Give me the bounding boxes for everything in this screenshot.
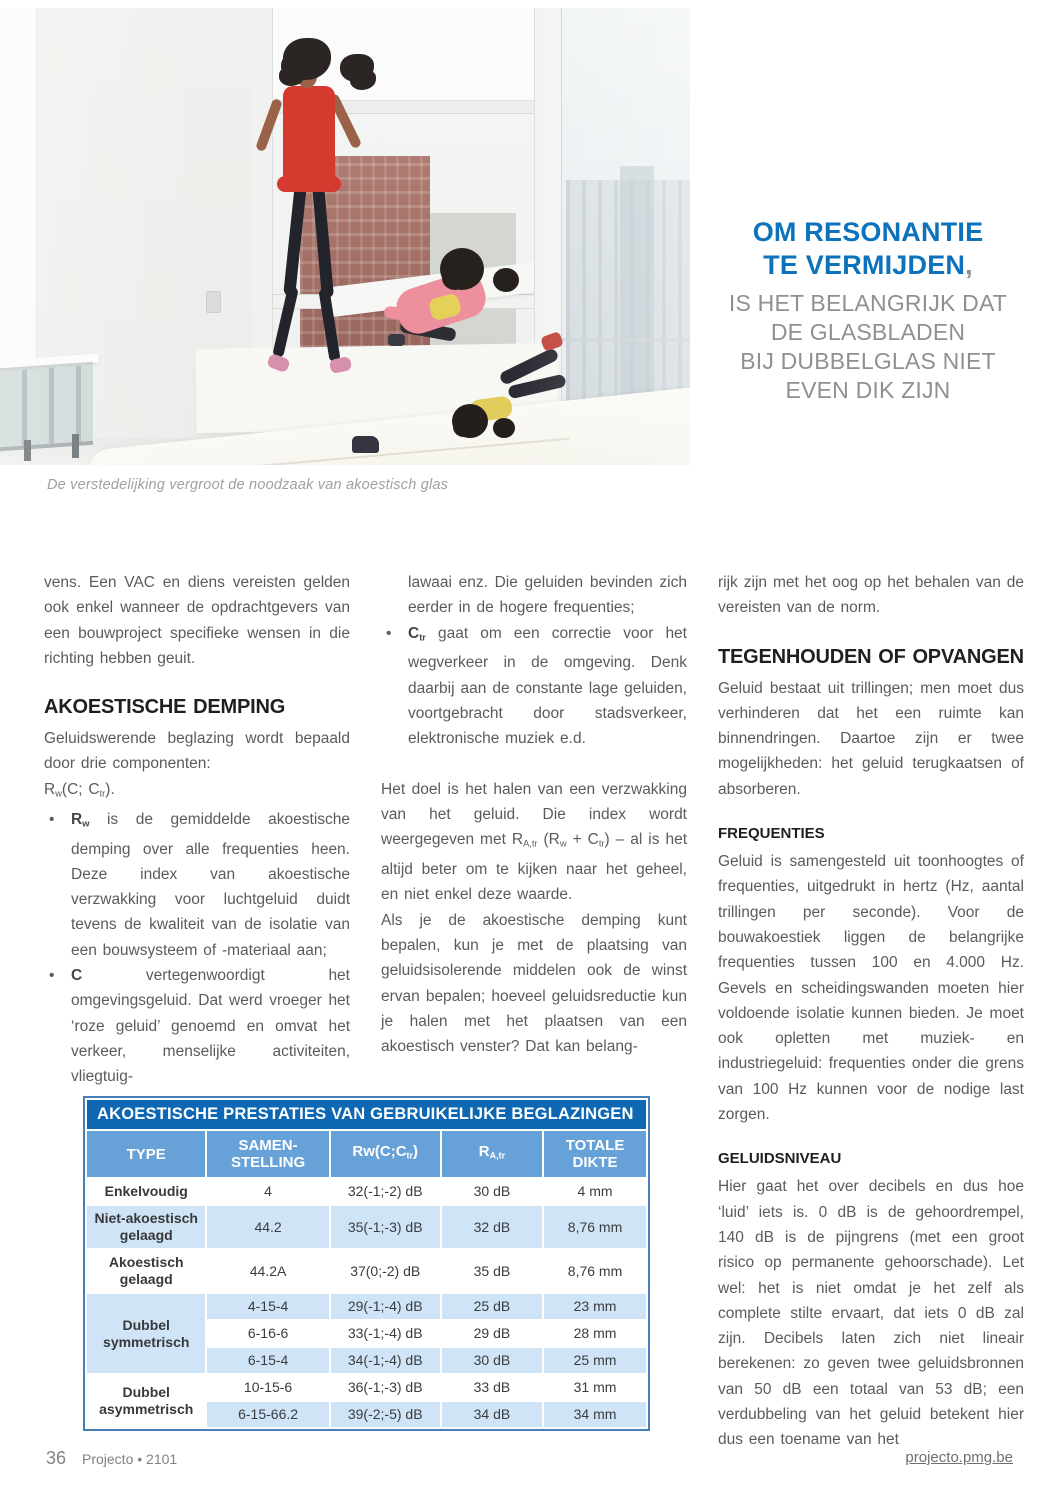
cell-type: Dubbel asymmetrisch [87, 1375, 205, 1427]
glazing-table-body [87, 1179, 646, 1427]
pull-quote [698, 216, 1038, 405]
table-row [87, 1375, 646, 1400]
section-heading: GELUIDSNIVEAU [718, 1150, 842, 1168]
cell-samenstelling: 44.2 [207, 1206, 328, 1248]
column-header: $Rw(C;C_{tr})$ [331, 1131, 440, 1177]
cell-dikte: 34 mm [544, 1402, 646, 1427]
cell-dikte: 25 mm [544, 1348, 646, 1373]
cell-samenstelling: 10-15-6 [207, 1375, 328, 1400]
pull-quote-emphasis: OM RESONANTIE TE VERMIJDEN, [752, 217, 984, 280]
article-column-3 [718, 570, 1024, 1453]
cell-samenstelling: 6-15-4 [207, 1348, 328, 1373]
page-number: 36 [46, 1448, 67, 1468]
bullet-dot: • [49, 967, 55, 985]
cell-samenstelling: 6-15-66.2 [207, 1402, 328, 1427]
cell-rw: 39(-2;-5) dB [331, 1402, 440, 1427]
cell-samenstelling: 4-15-4 [207, 1294, 328, 1319]
cell-type: Niet-akoestisch gelaagd [87, 1206, 205, 1248]
column-header: TOTALE DIKTE [544, 1131, 646, 1177]
column-header: $R_{A,tr}$ [442, 1131, 542, 1177]
cell-type: Enkelvoudig [87, 1179, 205, 1204]
cell-ratr: 29 dB [442, 1321, 542, 1346]
section-heading: TEGENHOUDEN OF OPVANGEN [718, 645, 1024, 668]
cell-ratr: 32 dB [442, 1206, 542, 1248]
website-link[interactable]: projecto.pmg.be [905, 1449, 1013, 1466]
bullet-text: C vertegenwoordigt het omgevingsgeluid. Dat werd vroeger het ‘roze geluid’ genoemd en omvat het verkeer, menselijke activiteiten, vliegtuig- [71, 967, 350, 1086]
column-header: SAMEN- STELLING [207, 1131, 328, 1177]
cell-rw: 37(0;-2) dB [331, 1250, 440, 1292]
cell-rw: 33(-1;-4) dB [331, 1321, 440, 1346]
cell-dikte: 23 mm [544, 1294, 646, 1319]
table-header-row [87, 1131, 646, 1177]
cell-type: Dubbel symmetrisch [87, 1294, 205, 1373]
body-paragraph [44, 807, 350, 963]
cell-dikte: 28 mm [544, 1321, 646, 1346]
bullet-dot: • [49, 810, 55, 828]
magazine-name: Projecto • 2101 [82, 1451, 178, 1467]
cell-samenstelling: 4 [207, 1179, 328, 1204]
body-paragraph: Geluid is samengesteld uit toonhoogtes of frequenties, uitgedrukt in hertz (Hz, aantal trillingen per seconde). Voor de bouwakoestiek liggen de belangrijke frequenties tussen 100 en 4.000 Hz. Gevels en scheidingswanden moeten hier voldoende isolatie kunnen bieden. Je moet ook opletten met muziek- en industriegeluid: frequenties onder die grens van 100 Hz kunnen voor de nodige last zorgen. [718, 853, 1024, 1124]
column-header: TYPE [87, 1131, 205, 1177]
body-paragraph: Als je de akoestische demping kunt bepalen, kun je met de plaatsing van geluidsisolerende middelen ook de winst ervan bepalen; hoeveel geluidsreductie kun je halen met het plaatsen van een akoestisch venster? Dat kan belang- [381, 911, 687, 1056]
body-paragraph [381, 621, 687, 752]
bullet-dot: • [386, 624, 392, 642]
page-footer [0, 1448, 1058, 1478]
cell-rw: 35(-1;-3) dB [331, 1206, 440, 1248]
body-paragraph: Geluid bestaat uit trillingen; men moet dus verhinderen dat het een ruimte kan binnendringen. Daartoe zijn er twee mogelijkheden: het geluid terugkaatsen of absorberen. [718, 679, 1024, 798]
cell-dikte: 8,76 mm [544, 1250, 646, 1292]
cell-ratr: 30 dB [442, 1348, 542, 1373]
cell-ratr: 33 dB [442, 1375, 542, 1400]
cell-dikte: 31 mm [544, 1375, 646, 1400]
pull-quote-rest: IS HET BELANGRIJK DAT DE GLASBLADEN BIJ DUBBELGLAS NIET EVEN DIK ZIJN [728, 290, 1008, 403]
section-heading: AKOESTISCHE DEMPING [44, 696, 286, 719]
cell-dikte: 4 mm [544, 1179, 646, 1204]
cell-rw: 34(-1;-4) dB [331, 1348, 440, 1373]
body-paragraph: Hier gaat het over decibels en dus hoe ‘luid’ iets is. 0 dB is de gehoordrempel, 140 dB is de pijngrens (met een groot risico op permanente gehoorschade). Let wel: het is niet omdat je het zelf als complete stilte ervaart, dat iets 0 dB zal zijn. Decibels laten zich niet lineair berekenen: zo geven twee geluidsbronnen van 50 dB een totaal van 53 dB; een verdubbeling van het geluid betekent hier dus een toename van het [718, 1178, 1024, 1449]
bullet-text: $C_{tr}$ gaat om een correctie voor het wegverkeer in de omgeving. Denk daarbij aan de constante lage geluiden, voortgebracht door stadsverkeer, elektronische muziek e.d. [408, 624, 687, 748]
body-paragraph: vens. Een VAC en diens vereisten gelden ook enkel wanneer de opdrachtgevers van een bouwproject specifieke wensen in die richting hebben geuit. [44, 574, 350, 667]
table-row [87, 1179, 646, 1204]
body-paragraph: Het doel is het halen van een verzwakking van het geluid. Die index wordt weergegeven met $R_{A,tr}$ $(R_w + C_{tr})$ – al is het altijd beter om te kijken naar het geheel, en niet enkel deze waarde. [381, 780, 688, 904]
body-paragraph: Geluidswerende beglazing wordt bepaald door drie componenten: $R_w(C$; $C_{tr}$). [44, 730, 350, 799]
table-row [87, 1206, 646, 1248]
cell-rw: 36(-1;-3) dB [331, 1375, 440, 1400]
glazing-table [83, 1096, 650, 1431]
cell-ratr: 25 dB [442, 1294, 542, 1319]
photo-caption: De verstedelijking vergroot de noodzaak van akoestisch glas [47, 477, 449, 493]
cell-ratr: 30 dB [442, 1179, 542, 1204]
body-paragraph: rijk zijn met het oog op het behalen van de vereisten van de norm. [718, 574, 1024, 617]
cell-type: Akoestisch gelaagd [87, 1250, 205, 1292]
cell-rw: 32(-1;-2) dB [331, 1179, 440, 1204]
section-heading: FREQUENTIES [718, 825, 825, 843]
cell-samenstelling: 6-16-6 [207, 1321, 328, 1346]
cell-dikte: 8,76 mm [544, 1206, 646, 1248]
photo-light-overlay [0, 8, 690, 465]
cell-samenstelling: 44.2A [207, 1250, 328, 1292]
cell-rw: 29(-1;-4) dB [331, 1294, 440, 1319]
table-row [87, 1250, 646, 1292]
body-paragraph: lawaai enz. Die geluiden bevinden zich eerder in de hogere frequenties; [408, 574, 687, 617]
bullet-text: $R_w$ is de gemiddelde akoestische demping over alle frequenties heen. Deze index van akoestische verzwakking voor luchtgeluid duidt tevens de kwaliteit van de isolatie van een bouwsysteem of -materiaal aan; [71, 810, 350, 959]
table-row [87, 1294, 646, 1319]
body-paragraph [44, 963, 350, 1089]
table-title: AKOESTISCHE PRESTATIES VAN GEBRUIKELIJKE BEGLAZINGEN [87, 1100, 646, 1129]
table-title-row [87, 1100, 646, 1129]
cell-ratr: 34 dB [442, 1402, 542, 1427]
hero-photo [0, 8, 690, 465]
cell-ratr: 35 dB [442, 1250, 542, 1292]
